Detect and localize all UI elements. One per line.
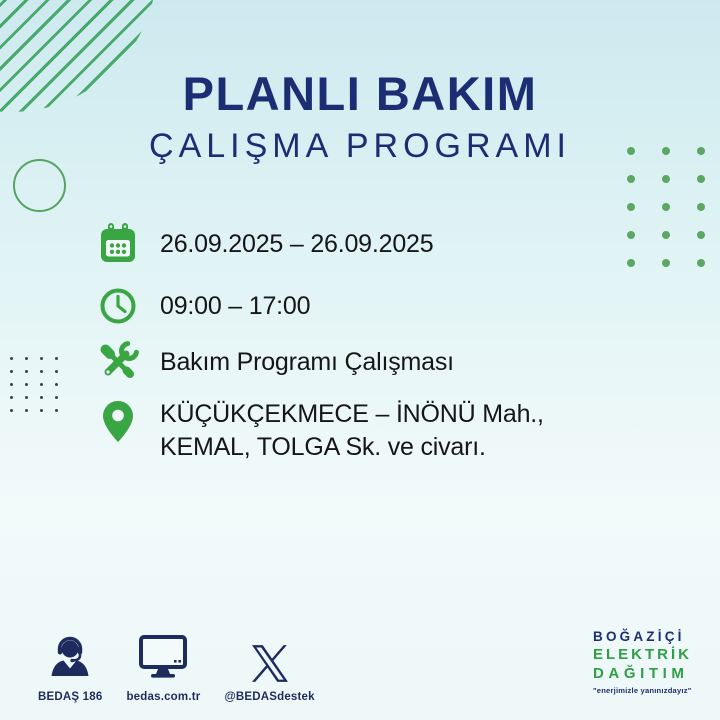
time-row	[96, 287, 310, 325]
time-range-text: 09:00 – 17:00	[160, 291, 311, 320]
company-logo	[593, 629, 711, 695]
support-agent-icon	[47, 634, 93, 684]
contact-x-account	[224, 645, 314, 703]
logo-line-dagitim: DAĞITIM	[593, 665, 689, 682]
contact-callcenter	[38, 634, 102, 703]
contact-website	[126, 634, 200, 703]
x-twitter-icon	[252, 645, 288, 684]
date-range-text: 26.09.2025 – 26.09.2025	[160, 229, 434, 258]
location-line-1: KÜÇÜKÇEKMECE – İNÖNÜ Mah.,	[160, 400, 544, 428]
contact-x-label: @BEDASdestek	[224, 691, 315, 703]
location-line-2: KEMAL, TOLGA Sk. ve civarı.	[160, 433, 486, 461]
work-type-text: Bakım Programı Çalışması	[160, 347, 454, 376]
logo-tagline: "enerjimizle yanınızdayız"	[593, 686, 692, 695]
clock-icon	[96, 287, 140, 325]
dots-grid-left-decoration	[10, 357, 58, 412]
location-pin-icon	[96, 400, 140, 450]
calendar-icon	[96, 222, 140, 266]
location-row	[96, 398, 544, 464]
monitor-icon	[138, 634, 188, 684]
page-title	[0, 67, 720, 165]
dots-grid-right-decoration	[627, 147, 705, 267]
circle-outline-decoration	[13, 159, 66, 212]
contact-callcenter-label: BEDAŞ 186	[38, 691, 103, 703]
title-line-2: ÇALIŞMA PROGRAMI	[149, 127, 571, 165]
location-text	[160, 398, 544, 464]
date-row	[96, 222, 433, 266]
footer-contacts	[38, 634, 315, 703]
title-line-1: PLANLI BAKIM	[182, 67, 538, 120]
logo-line-elektrik: ELEKTRİK	[593, 646, 692, 663]
work-type-row	[96, 340, 454, 384]
contact-website-label: bedas.com.tr	[126, 691, 201, 703]
maintenance-tools-icon	[96, 340, 140, 384]
logo-line-bogazici: BOĞAZİÇİ	[593, 629, 685, 644]
